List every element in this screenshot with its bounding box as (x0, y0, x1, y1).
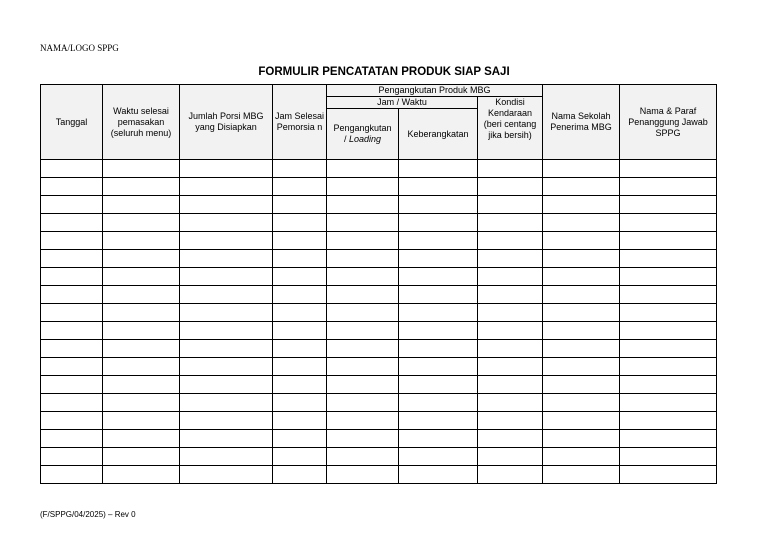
table-cell[interactable] (103, 178, 180, 196)
table-cell[interactable] (620, 448, 717, 466)
table-cell[interactable] (399, 394, 478, 412)
col-header-pengangkutan (327, 109, 399, 160)
table-row (41, 304, 717, 322)
table-cell[interactable] (103, 358, 180, 376)
table-row (41, 430, 717, 448)
table-cell[interactable] (620, 268, 717, 286)
table-row (41, 160, 717, 178)
table-cell[interactable] (399, 376, 478, 394)
table-cell[interactable] (620, 250, 717, 268)
table-cell[interactable] (41, 376, 103, 394)
table-cell[interactable] (41, 340, 103, 358)
table-cell[interactable] (543, 196, 620, 214)
table-cell[interactable] (273, 466, 327, 484)
table-cell[interactable] (478, 358, 543, 376)
table-cell[interactable] (399, 322, 478, 340)
table-cell[interactable] (41, 178, 103, 196)
table-cell[interactable] (273, 376, 327, 394)
form-title: FORMULIR PENCATATAN PRODUK SIAP SAJI (258, 66, 510, 78)
table-cell[interactable] (478, 412, 543, 430)
table-cell[interactable] (399, 160, 478, 178)
table-cell[interactable] (103, 448, 180, 466)
table-cell[interactable] (543, 412, 620, 430)
table-cell[interactable] (543, 250, 620, 268)
table-cell[interactable] (41, 286, 103, 304)
table-cell[interactable] (103, 232, 180, 250)
table-cell[interactable] (273, 178, 327, 196)
table-cell[interactable] (399, 430, 478, 448)
table-cell[interactable] (543, 178, 620, 196)
table-cell[interactable] (478, 286, 543, 304)
table-row (41, 376, 717, 394)
table-cell[interactable] (543, 232, 620, 250)
table-cell[interactable] (478, 178, 543, 196)
table-cell[interactable] (327, 448, 399, 466)
table-cell[interactable] (180, 394, 273, 412)
table-cell[interactable] (327, 322, 399, 340)
table-cell[interactable] (41, 232, 103, 250)
table-cell[interactable] (41, 448, 103, 466)
table-cell[interactable] (478, 268, 543, 286)
table-cell[interactable] (103, 394, 180, 412)
table-cell[interactable] (478, 340, 543, 358)
table-cell[interactable] (273, 214, 327, 232)
table-cell[interactable] (399, 412, 478, 430)
table-cell[interactable] (273, 358, 327, 376)
table-cell[interactable] (103, 268, 180, 286)
table-cell[interactable] (273, 160, 327, 178)
table-cell[interactable] (180, 160, 273, 178)
table-cell[interactable] (478, 250, 543, 268)
table-cell[interactable] (620, 394, 717, 412)
table-cell[interactable] (103, 196, 180, 214)
table-cell[interactable] (180, 232, 273, 250)
table-cell[interactable] (103, 412, 180, 430)
logo-placeholder: NAMA/LOGO SPPG (40, 43, 119, 53)
table-cell[interactable] (399, 250, 478, 268)
col-header-tanggal: Tanggal (41, 85, 103, 160)
col-header-waktu-selesai: Waktu selesai pemasakan (seluruh menu) (103, 85, 180, 160)
table-cell[interactable] (543, 376, 620, 394)
table-row (41, 448, 717, 466)
table-cell[interactable] (273, 412, 327, 430)
table-cell[interactable] (543, 268, 620, 286)
table-cell[interactable] (620, 466, 717, 484)
table-row (41, 412, 717, 430)
table-cell[interactable] (478, 448, 543, 466)
table-cell[interactable] (180, 376, 273, 394)
table-cell[interactable] (273, 196, 327, 214)
table-cell[interactable] (620, 412, 717, 430)
table-cell[interactable] (399, 232, 478, 250)
table-cell[interactable] (180, 340, 273, 358)
table-cell[interactable] (399, 268, 478, 286)
table-cell[interactable] (103, 160, 180, 178)
col-header-nama-paraf: Nama & Paraf Penanggung Jawab SPPG (620, 85, 717, 160)
table-cell[interactable] (180, 448, 273, 466)
col-group-pengangkutan: Pengangkutan Produk MBG (327, 85, 543, 97)
table-row (41, 358, 717, 376)
table-cell[interactable] (543, 358, 620, 376)
table-cell[interactable] (103, 430, 180, 448)
table-cell[interactable] (620, 376, 717, 394)
table-cell[interactable] (273, 286, 327, 304)
table-cell[interactable] (327, 160, 399, 178)
table-row (41, 466, 717, 484)
table-cell[interactable] (399, 178, 478, 196)
table-row (41, 268, 717, 286)
table-cell[interactable] (41, 322, 103, 340)
table-cell[interactable] (41, 430, 103, 448)
table-cell[interactable] (41, 358, 103, 376)
table-cell[interactable] (478, 160, 543, 178)
table-cell[interactable] (543, 304, 620, 322)
table-cell[interactable] (180, 430, 273, 448)
table-cell[interactable] (620, 358, 717, 376)
table-cell[interactable] (273, 430, 327, 448)
table-row (41, 232, 717, 250)
table-cell[interactable] (180, 466, 273, 484)
table-cell[interactable] (103, 286, 180, 304)
table-cell[interactable] (180, 304, 273, 322)
table-cell[interactable] (327, 250, 399, 268)
table-cell[interactable] (327, 214, 399, 232)
table-cell[interactable] (41, 412, 103, 430)
loading-prefix: / (343, 134, 349, 144)
table-cell[interactable] (327, 304, 399, 322)
table-cell[interactable] (543, 430, 620, 448)
table-row (41, 340, 717, 358)
table-cell[interactable] (41, 250, 103, 268)
table-cell[interactable] (478, 232, 543, 250)
table-cell[interactable] (478, 394, 543, 412)
table-cell[interactable] (543, 214, 620, 232)
table-cell[interactable] (273, 448, 327, 466)
table-cell[interactable] (478, 376, 543, 394)
table-cell[interactable] (620, 340, 717, 358)
table-cell[interactable] (620, 196, 717, 214)
table-cell[interactable] (273, 232, 327, 250)
table-cell[interactable] (327, 268, 399, 286)
col-header-keberangkatan: Keberangkatan (399, 109, 478, 160)
table-cell[interactable] (41, 214, 103, 232)
col-group-jam-waktu: Jam / Waktu (327, 97, 478, 109)
table-cell[interactable] (478, 466, 543, 484)
table-cell[interactable] (41, 268, 103, 286)
table-cell[interactable] (399, 304, 478, 322)
table-row (41, 250, 717, 268)
table-cell[interactable] (399, 286, 478, 304)
table-cell[interactable] (327, 358, 399, 376)
table-cell[interactable] (180, 250, 273, 268)
table-cell[interactable] (103, 322, 180, 340)
table-cell[interactable] (620, 232, 717, 250)
table-cell[interactable] (620, 322, 717, 340)
table-cell[interactable] (273, 268, 327, 286)
table-cell[interactable] (543, 286, 620, 304)
table-cell[interactable] (273, 322, 327, 340)
table-cell[interactable] (327, 178, 399, 196)
table-cell[interactable] (180, 358, 273, 376)
col-header-jam-selesai: Jam Selesai Pemorsia n (273, 85, 327, 160)
table-cell[interactable] (478, 196, 543, 214)
col-header-kondisi-kendaraan: Kondisi Kendaraan (beri centang jika bersih) (478, 97, 543, 160)
table-cell[interactable] (478, 430, 543, 448)
col-header-nama-sekolah: Nama Sekolah Penerima MBG (543, 85, 620, 160)
table-cell[interactable] (327, 466, 399, 484)
table-cell[interactable] (103, 340, 180, 358)
col-header-jumlah-porsi: Jumlah Porsi MBG yang Disiapkan (180, 85, 273, 160)
table-cell[interactable] (399, 196, 478, 214)
table-cell[interactable] (103, 250, 180, 268)
form-code: (F/SPPG/04/2025) – Rev 0 (40, 510, 136, 519)
table-cell[interactable] (180, 196, 273, 214)
table-cell[interactable] (273, 250, 327, 268)
table-cell[interactable] (41, 304, 103, 322)
table-cell[interactable] (620, 304, 717, 322)
table-cell[interactable] (180, 178, 273, 196)
table-row (41, 178, 717, 196)
table-cell[interactable] (478, 304, 543, 322)
table-cell[interactable] (41, 160, 103, 178)
table-cell[interactable] (103, 376, 180, 394)
table-cell[interactable] (620, 160, 717, 178)
table-cell[interactable] (103, 214, 180, 232)
table-cell[interactable] (478, 214, 543, 232)
table-cell[interactable] (180, 322, 273, 340)
table-cell[interactable] (41, 466, 103, 484)
table-cell[interactable] (180, 286, 273, 304)
table-body (41, 160, 717, 484)
table-cell[interactable] (327, 430, 399, 448)
table-cell[interactable] (273, 304, 327, 322)
table-row (41, 214, 717, 232)
table-cell[interactable] (399, 340, 478, 358)
table-cell[interactable] (620, 178, 717, 196)
table-cell[interactable] (543, 448, 620, 466)
table-cell[interactable] (620, 430, 717, 448)
table-cell[interactable] (327, 376, 399, 394)
table-row (41, 196, 717, 214)
table-cell[interactable] (327, 412, 399, 430)
table-cell[interactable] (543, 340, 620, 358)
table-cell[interactable] (620, 214, 717, 232)
loading-label: Loading (348, 134, 382, 144)
table-cell[interactable] (543, 160, 620, 178)
table-cell[interactable] (399, 214, 478, 232)
table-cell[interactable] (327, 286, 399, 304)
table-cell[interactable] (327, 394, 399, 412)
table-cell[interactable] (543, 322, 620, 340)
table-row (41, 394, 717, 412)
pengangkutan-label: Pengangkutan (333, 123, 392, 133)
table-cell[interactable] (478, 322, 543, 340)
table-cell[interactable] (543, 394, 620, 412)
table-cell[interactable] (180, 412, 273, 430)
table-cell[interactable] (273, 394, 327, 412)
table-cell[interactable] (41, 196, 103, 214)
table-cell[interactable] (543, 466, 620, 484)
table-row (41, 322, 717, 340)
table-cell[interactable] (41, 394, 103, 412)
table-cell[interactable] (620, 286, 717, 304)
table-cell[interactable] (103, 304, 180, 322)
table-cell[interactable] (273, 340, 327, 358)
table-cell[interactable] (399, 448, 478, 466)
table-cell[interactable] (327, 196, 399, 214)
production-log-table (40, 84, 717, 484)
table-cell[interactable] (399, 466, 478, 484)
table-cell[interactable] (103, 466, 180, 484)
table-cell[interactable] (327, 340, 399, 358)
table-row (41, 286, 717, 304)
table-cell[interactable] (180, 214, 273, 232)
table-cell[interactable] (327, 232, 399, 250)
table-cell[interactable] (399, 358, 478, 376)
table-cell[interactable] (180, 268, 273, 286)
